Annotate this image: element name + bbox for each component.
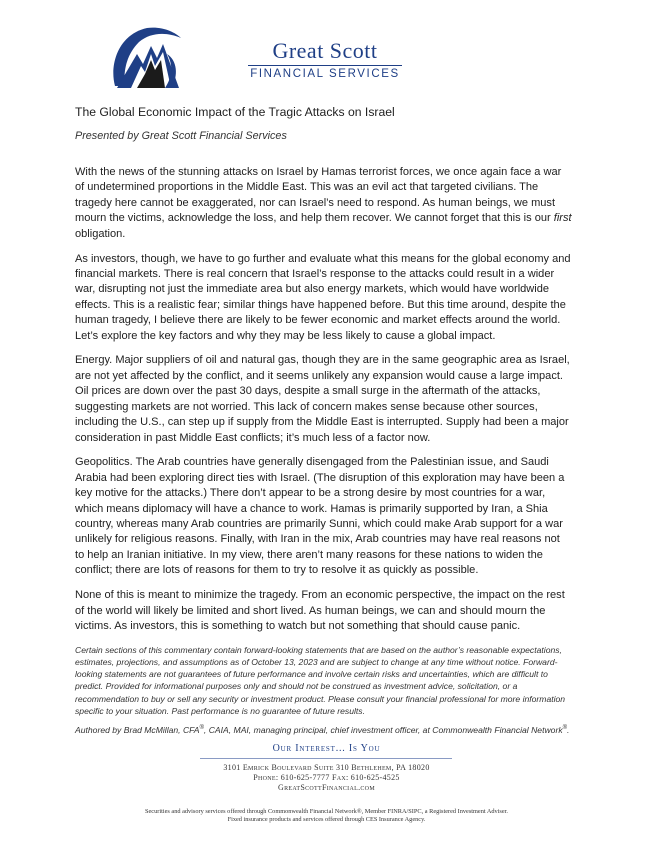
presented-by: Presented by Great Scott Financial Services: [75, 130, 287, 142]
paragraph-energy: Energy. Major suppliers of oil and natural gas, though they are in the same geographic area as Israel, are not yet affected by the conflict, and it seems unlikely any expansion would cause a large impact. Oil prices are down over the past 30 days, despite a small surge in the aftermath of the attacks, suggesting markets are not worried. This lack of concern makes sense because other sources, including the U.S., can step up if supply from the Middle East is interrupted. Supply had been a major consideration in past Middle East conflicts; it’s much less of a factor now.: [75, 354, 570, 444]
footer-legal: [0, 808, 653, 824]
forward-looking-disclaimer: Certain sections of this commentary contain forward-looking statements that are based on the author’s reasonable expectations, estimates, projections, and assumptions as of October 13, 2023 and are subject to change at any time without notice. Forward-looking statements are not guarantees of future performance and involve certain risks and uncertainties, which are difficult to predict. Provided for informational purposes only and should not be construed as investment advice, solicitation, or a recommendation to buy or sell any security or investment product. Please consult your financial professional for more information specific to your situation. Past performance is no guarantee of future results.: [75, 644, 566, 716]
brand-divider: [248, 65, 402, 66]
footer-website[interactable]: GreatScottFinancial.com: [278, 783, 375, 793]
author-credit: Authored by Brad McMillan, CFA®, CAIA, MAI, managing principal, chief investment officer, at Commonwealth Financial Network®.: [75, 725, 570, 736]
paragraph-intro: With the news of the stunning attacks on Israel by Hamas terrorist forces, we once again face a war of undetermined proportions in the Middle East. This was an evil act that targeted civilians. The tragedy here cannot be exaggerated, nor can Israel’s need to respond. As human beings, we must mourn the victims, acknowledge the loss, and help them recover. We cannot forget that this is our first obligation.: [75, 166, 572, 240]
legal-securities: Securities and advisory services offered through Commonwealth Financial Network®, Member FINRA/SIPC, a Registered Investment Adviser.: [145, 808, 508, 815]
footer-address: 3101 Emrick Boulevard Suite 310 Bethlehem, PA 18020: [223, 763, 430, 772]
emphasis-first: first: [553, 212, 572, 225]
paragraph-geopolitics: Geopolitics. The Arab countries have generally disengaged from the Palestinian issue, and Saudi Arabia had been exploring direct ties with Israel. (The disruption of this exploration may have been a key motive for the attacks.) There don’t appear to be a strong desire by most countries for a war, which means diplomacy will have a chance to work. Hamas is primarily supported by Iran, a Shia country, whereas many Arab countries are primarily Sunni, which could make Arab support for a war unlikely for religious reasons. Finally, with Iran in the mix, Arab countries may have real reasons not to help an Iranian initiative. In my view, there aren’t many reasons for these nations to widen the conflict; there are lots of reasons for them to try to resolve it as quickly as possible.: [75, 456, 565, 577]
footer-tagline: Our Interest... Is You: [272, 743, 381, 754]
brand-wordmark: [240, 40, 410, 81]
footer-divider: [200, 758, 452, 759]
paragraph-conclusion: None of this is meant to minimize the tragedy. From an economic perspective, the impact on the rest of the world will likely be limited and short lived. As human beings, we can and should mourn the victims. As investors, this is something to watch but not something that should cause panic.: [75, 589, 565, 632]
legal-insurance: Fixed insurance products and services offered through CES Insurance Agency.: [227, 816, 426, 824]
article-title: The Global Economic Impact of the Tragic Attacks on Israel: [75, 105, 395, 119]
article-body: [75, 165, 572, 735]
brand-name: Great Scott: [272, 38, 378, 63]
footer-phone: Phone: 610-625-7777 Fax: 610-625-4525: [253, 773, 400, 783]
mountain-peaks-logo-icon: [107, 24, 183, 92]
brand-subtitle: FINANCIAL SERVICES: [250, 68, 400, 80]
paragraph-investors: As investors, though, we have to go further and evaluate what this means for the global economy and financial markets. There is real concern that Israel’s response to the attacks could result in a wider war, disrupting not just the immediate area but also energy markets, which would have worldwide effects. This is a realistic fear; similar things have happened before. But this time around, despite the human tragedy, I believe there are likely to be fewer economic and market effects around the world. Let’s explore the key factors and why they may be less likely to cause a global impact.: [75, 252, 571, 342]
footer-contact: [0, 763, 653, 794]
